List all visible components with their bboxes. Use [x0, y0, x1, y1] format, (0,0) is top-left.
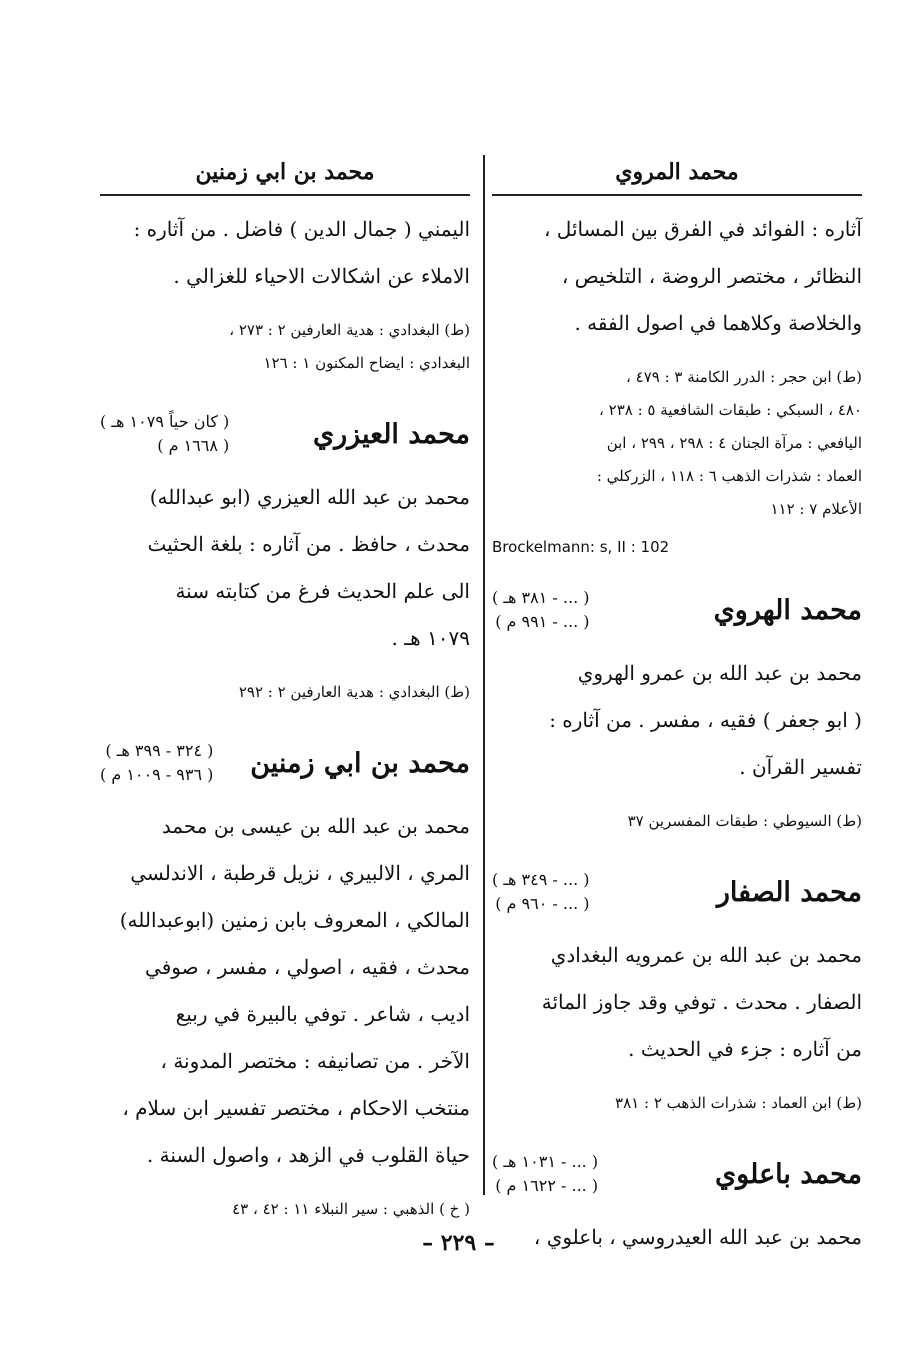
- reference-line: (ط) البغدادي : هدية العارفين ٢ : ٢٧٣ ،: [229, 321, 470, 339]
- body-line: محمد بن عبد الله العيزري (ابو عبدالله): [149, 485, 470, 509]
- body-line: ١٠٧٩ هـ .: [391, 626, 470, 650]
- left-column: [100, 150, 470, 1226]
- running-head-right: محمد المروي: [615, 159, 739, 185]
- body-line: محمد بن عبد الله العيدروسي ، باعلوي ،: [533, 1225, 862, 1249]
- entry-heading: [100, 739, 470, 787]
- reference-line: (ط) البغدادي : هدية العارفين ٢ : ٢٩٢: [238, 683, 470, 701]
- body-line: الى علم الحديث فرغ من كتابته سنة: [175, 579, 470, 603]
- reference-latin: Brockelmann: s, II : 102: [492, 538, 670, 556]
- body-line: محمد بن عبد الله بن عيسى بن محمد: [161, 814, 470, 838]
- header-rule: [100, 194, 470, 196]
- gregorian-date: ( ... - ١٦٢٢ م ): [495, 1176, 599, 1195]
- entry-heading: [492, 1150, 862, 1198]
- hijri-date: ( ... - ٣٨١ هـ ): [492, 588, 590, 607]
- entry-name: محمد العيزري: [312, 418, 470, 450]
- reference-block: [492, 361, 862, 526]
- gregorian-date: ( ... - ٩٦٠ م ): [495, 894, 590, 913]
- entry-heading: [492, 868, 862, 916]
- gregorian-date: ( ... - ٩٩١ م ): [495, 612, 590, 631]
- body-line: من آثاره : جزء في الحديث .: [628, 1037, 862, 1061]
- entry-name: محمد باعلوي: [715, 1158, 862, 1190]
- reference-line: العماد : شذرات الذهب ٦ : ١١٨ ، الزركلي :: [596, 467, 862, 485]
- reference-line: الأعلام ٧ : ١١٢: [770, 500, 862, 518]
- body-line: منتخب الاحكام ، مختصر تفسير ابن سلام ،: [122, 1096, 470, 1120]
- body-line: تفسير القرآن .: [739, 755, 862, 779]
- body-line: والخلاصة وكلاهما في اصول الفقه .: [574, 311, 862, 335]
- entry-dates: [100, 410, 229, 458]
- body-line: اليمني ( جمال الدين ) فاضل . من آثاره :: [133, 217, 470, 241]
- entry-name: محمد الهروي: [713, 594, 862, 626]
- reference-line: ٤٨٠ ، السبكي : طبقات الشافعية ٥ : ٢٣٨ ،: [599, 401, 862, 419]
- reference-block: [100, 314, 470, 380]
- gregorian-date: ( ٩٣٦ - ١٠٠٩ م ): [100, 765, 214, 784]
- body-line: محدث ، فقيه ، اصولي ، مفسر ، صوفي: [145, 955, 470, 979]
- reference-line: (ط) ابن العماد : شذرات الذهب ٢ : ٣٨١: [615, 1094, 862, 1112]
- body-line: محمد بن عبد الله بن عمرو الهروي: [577, 661, 862, 685]
- body-line: آثاره : الفوائد في الفرق بين المسائل ،: [543, 217, 862, 241]
- right-column: [492, 150, 862, 1261]
- body-line: النظائر ، مختصر الروضة ، التلخيص ،: [561, 264, 862, 288]
- running-head-left: محمد بن ابي زمنين: [195, 159, 375, 185]
- entry-name: محمد بن ابي زمنين: [250, 747, 470, 779]
- entry-dates: [492, 1150, 598, 1198]
- body-line: الآخر . من تصانيفه : مختصر المدونة ،: [160, 1049, 470, 1073]
- entry-heading: [492, 586, 862, 634]
- reference-line: (ط) السيوطي : طبقات المفسرين ٣٧: [627, 812, 862, 830]
- gregorian-date: ( ١٦٦٨ م ): [157, 436, 230, 455]
- reference-line: اليافعي : مرآة الجنان ٤ : ٢٩٨ ، ٢٩٩ ، ابن: [606, 434, 862, 452]
- reference-line: (ط) ابن حجر : الدرر الكامنة ٣ : ٤٧٩ ،: [626, 368, 862, 386]
- entry-name: محمد الصفار: [716, 876, 862, 908]
- body-line: المري ، الالبيري ، نزيل قرطبة ، الاندلسي: [130, 861, 470, 885]
- body-line: اديب ، شاعر . توفي بالبيرة في ربيع: [175, 1002, 470, 1026]
- body-line: ( ابو جعفر ) فقيه ، مفسر . من آثاره :: [549, 708, 862, 732]
- body-line: محمد بن عبد الله بن عمرويه البغدادي: [550, 943, 862, 967]
- reference-line: ( خ ) الذهبي : سير النبلاء ١١ : ٤٢ ، ٤٣: [232, 1200, 470, 1218]
- entry-dates: [100, 739, 213, 787]
- hijri-date: ( كان حياً ١٠٧٩ هـ ): [100, 412, 230, 431]
- hijri-date: ( ... - ١٠٣١ هـ ): [492, 1152, 599, 1171]
- entry-heading: [100, 410, 470, 458]
- entry-dates: [492, 868, 590, 916]
- column-divider: [483, 155, 485, 1195]
- hijri-date: ( ٣٢٤ - ٣٩٩ هـ ): [105, 741, 214, 760]
- body-line: الاملاء عن اشكالات الاحياء للغزالي .: [173, 264, 470, 288]
- body-line: الصفار . محدث . توفي وقد جاوز المائة: [541, 990, 862, 1014]
- entry-dates: [492, 586, 590, 634]
- page-number: – ٢٢٩ –: [422, 1230, 495, 1256]
- body-line: المالكي ، المعروف بابن زمنين (ابوعبدالله): [119, 908, 470, 932]
- body-line: محدث ، حافظ . من آثاره : بلغة الحثيث: [147, 532, 470, 556]
- body-line: حياة القلوب في الزهد ، واصول السنة .: [146, 1143, 470, 1167]
- hijri-date: ( ... - ٣٤٩ هـ ): [492, 870, 590, 889]
- header-rule: [492, 194, 862, 196]
- reference-line: البغدادي : ايضاح المكنون ١ : ١٢٦: [263, 354, 470, 372]
